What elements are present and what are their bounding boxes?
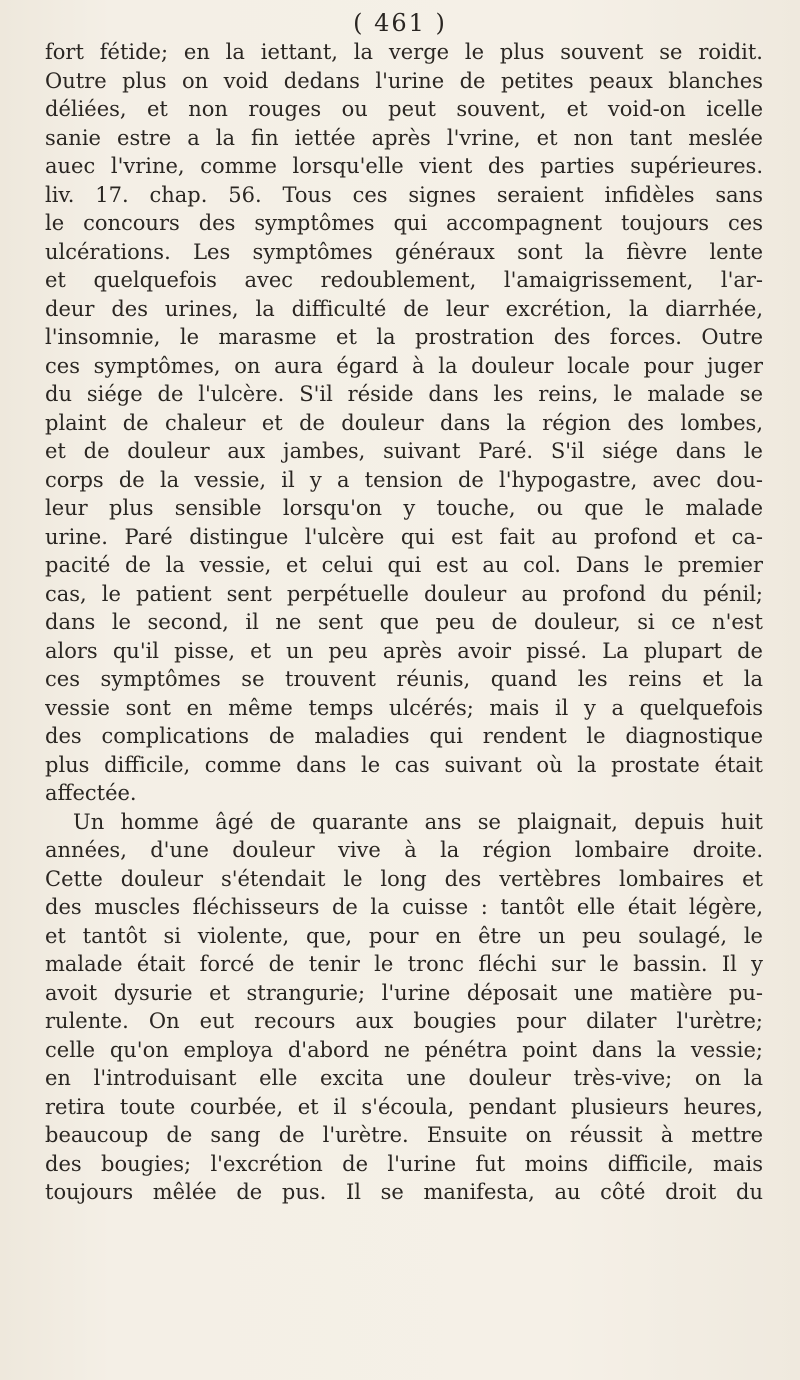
text-line: en l'introduisant elle excita une douleur très-vive; on la: [45, 1066, 763, 1090]
text-line: du siége de l'ulcère. S'il réside dans les reins, le malade se: [45, 382, 763, 406]
text-line: deur des urines, la difficulté de leur excrétion, la diarrhée,: [45, 296, 763, 321]
text-line: déliées, et non rouges ou peut souvent, et void-on icelle: [45, 97, 763, 121]
text-line: dans le second, il ne sent que peu de douleur, si ce n'est: [45, 610, 763, 634]
text-line: sanie estre a la fin iettée après l'vrine, et non tant meslée: [45, 125, 763, 150]
text-line: corps de la vessie, il y a tension de l'hypogastre, avec dou-: [45, 467, 763, 492]
text-line: et tantôt si violente, que, pour en être un peu soulagé, le: [45, 923, 763, 948]
text-line: auec l'vrine, comme lorsqu'elle vient des parties supérieures.: [45, 154, 763, 178]
text-line: des muscles fléchisseurs de la cuisse : tantôt elle était légère,: [45, 895, 763, 919]
text-line: leur plus sensible lorsqu'on y touche, ou que le malade: [45, 496, 763, 520]
text-line: Outre plus on void dedans l'urine de petites peaux blanches: [45, 68, 763, 93]
paragraph-1: [45, 38, 763, 808]
text-line: Un homme âgé de quarante ans se plaignait, depuis huit: [73, 809, 763, 834]
text-line: rulente. On eut recours aux bougies pour dilater l'urètre;: [45, 1009, 763, 1033]
text-line: l'insomnie, le marasme et la prostration des forces. Outre: [45, 325, 763, 349]
text-line: liv. 17. chap. 56. Tous ces signes seraient infidèles sans: [45, 182, 763, 207]
text-line: avoit dysurie et strangurie; l'urine déposait une matière pu-: [45, 980, 763, 1005]
text-line: des complications de maladies qui rendent le diagnostique: [45, 724, 763, 748]
text-line: ulcérations. Les symptômes généraux sont la fièvre lente: [45, 239, 763, 264]
text-line: ces symptômes, on aura égard à la douleur locale pour juger: [45, 353, 763, 378]
text-line: affectée.: [45, 781, 137, 805]
paragraph-2: [45, 808, 763, 1207]
body-text: [45, 38, 763, 1207]
text-line: alors qu'il pisse, et un peu après avoir pissé. La plupart de: [45, 638, 763, 663]
text-line: années, d'une douleur vive à la région lombaire droite.: [45, 838, 763, 862]
text-line: et de douleur aux jambes, suivant Paré. S'il siége dans le: [45, 439, 763, 463]
page-number: ( 461 ): [353, 9, 447, 37]
text-line: toujours mêlée de pus. Il se manifesta, au côté droit du: [45, 1180, 763, 1204]
text-line: ces symptômes se trouvent réunis, quand les reins et la: [45, 667, 763, 691]
text-line: fort fétide; en la iettant, la verge le plus souvent se roidit.: [45, 40, 763, 64]
text-line: vessie sont en même temps ulcérés; mais il y a quelquefois: [45, 695, 763, 720]
text-line: le concours des symptômes qui accompagnent toujours ces: [45, 211, 763, 235]
text-line: plus difficile, comme dans le cas suivant où la prostate était: [45, 752, 763, 777]
text-line: des bougies; l'excrétion de l'urine fut moins difficile, mais: [45, 1151, 763, 1176]
text-line: retira toute courbée, et il s'écoula, pendant plusieurs heures,: [45, 1094, 763, 1119]
text-line: celle qu'on employa d'abord ne pénétra point dans la vessie;: [45, 1037, 763, 1062]
text-line: beaucoup de sang de l'urètre. Ensuite on réussit à mettre: [45, 1123, 763, 1147]
text-line: cas, le patient sent perpétuelle douleur au profond du pénil;: [45, 581, 763, 606]
text-line: Cette douleur s'étendait le long des vertèbres lombaires et: [45, 866, 763, 891]
text-line: plaint de chaleur et de douleur dans la région des lombes,: [45, 410, 763, 435]
text-line: et quelquefois avec redoublement, l'amaigrissement, l'ar-: [45, 268, 763, 292]
text-line: urine. Paré distingue l'ulcère qui est fait au profond et ca-: [45, 524, 763, 549]
text-line: pacité de la vessie, et celui qui est au col. Dans le premier: [45, 553, 763, 577]
text-line: malade était forcé de tenir le tronc fléchi sur le bassin. Il y: [45, 952, 763, 976]
